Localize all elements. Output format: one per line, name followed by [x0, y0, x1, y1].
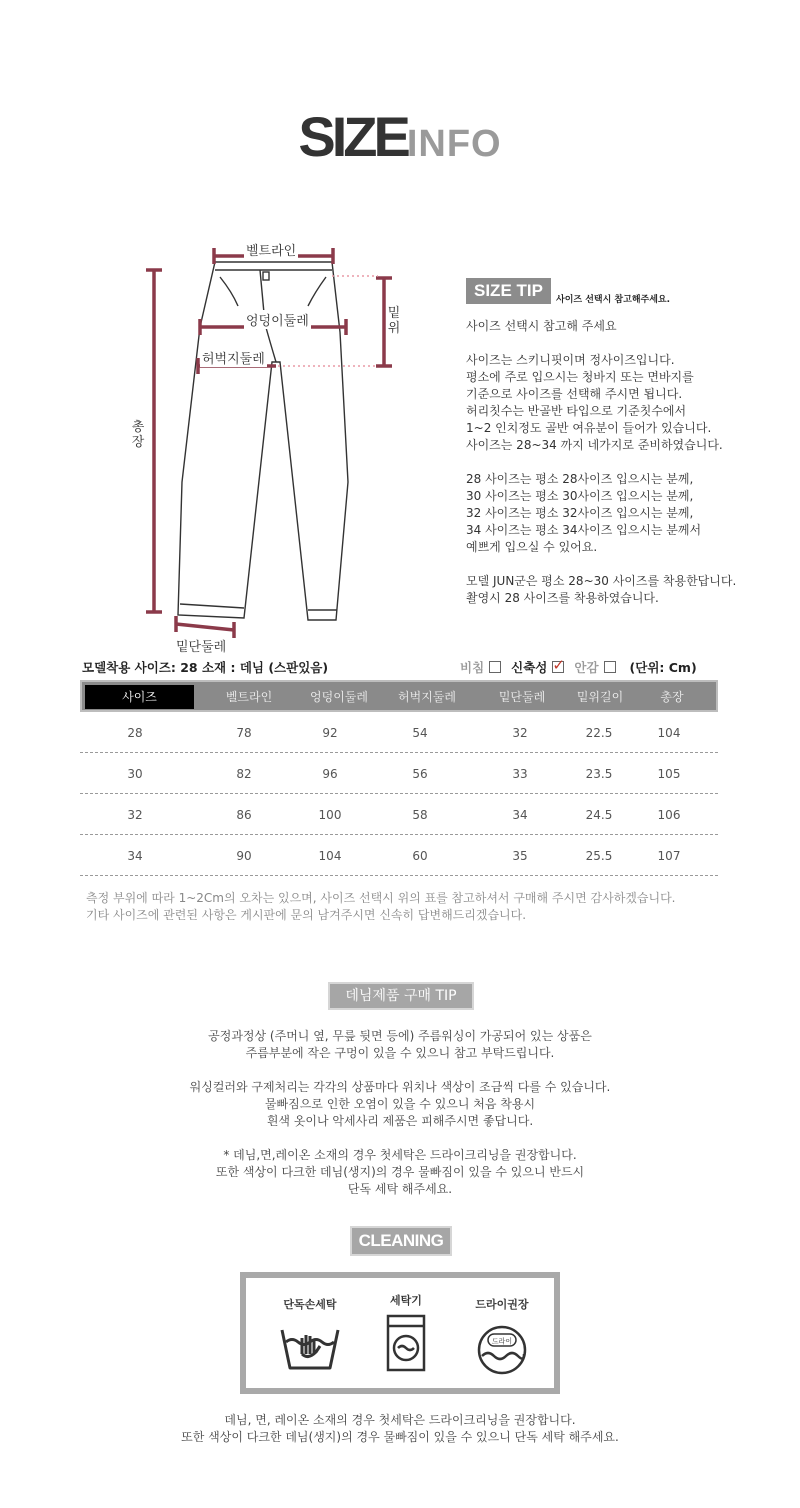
- cleaning-badge: CLEANING: [350, 1226, 452, 1256]
- hem-label: 밑단둘레: [176, 640, 227, 655]
- denim-line: 단독 세탁 해주세요.: [347, 1182, 453, 1196]
- checkbox-stretch: [552, 656, 565, 674]
- header-cell: 밑위길이: [576, 690, 624, 704]
- fabric-options: [460, 658, 697, 676]
- page-title: [0, 104, 800, 169]
- size-tip-badge: SIZE TIP: [466, 278, 551, 304]
- tip-paragraph: [466, 471, 786, 556]
- table-cell: 25.5: [585, 849, 613, 863]
- model-info: 모델착용 사이즈: 28 소재 : 데님 (스판있음): [82, 660, 329, 675]
- option-stretch: [511, 658, 564, 676]
- header-cell: 사이즈: [85, 685, 194, 709]
- size-tip-caption: 사이즈 선택시 참고해주세요.: [556, 295, 671, 305]
- denim-line: 또한 색상이 다크한 데님(생지)의 경우 물빠짐이 있을 수 있으니 반드시: [215, 1165, 585, 1179]
- washing-machine-icon: [356, 1312, 456, 1374]
- note-line: 측정 부위에 따라 1~2Cm의 오차는 있으며, 사이즈 선택시 위의 표를 참고하셔서 구매해 주시면 감사하겠습니다.: [86, 891, 676, 905]
- hip-label: 엉덩이둘레: [244, 310, 311, 329]
- care-washing-machine: [356, 1292, 456, 1308]
- tip-paragraph: [466, 573, 786, 607]
- denim-tip-badge: 데님제품 구매 TIP: [328, 982, 474, 1010]
- table-cell: 34: [127, 849, 143, 863]
- title-main: SIZE: [298, 105, 407, 168]
- footer-line: 데님, 면, 레이온 소재의 경우 첫세탁은 드라이크리닝을 권장합니다.: [224, 1413, 576, 1427]
- header-cell: 벨트라인: [225, 690, 273, 704]
- table-cell: 33: [512, 767, 528, 781]
- option-see-through: [460, 658, 501, 676]
- footer-line: 또한 색상이 다크한 데님(생지)의 경우 물빠짐이 있을 수 있으니 단독 세탁 해주세요.: [181, 1430, 619, 1444]
- table-cell: 60: [412, 849, 428, 863]
- dry-clean-icon-text: 드라이: [491, 1337, 513, 1346]
- measurement-note: [86, 890, 675, 924]
- pants-diagram: [120, 232, 420, 662]
- table-cell: 86: [236, 808, 252, 822]
- tip-line: 기준으로 사이즈를 선택해 주시면 됩니다.: [466, 387, 683, 401]
- tip-paragraph: [466, 352, 786, 454]
- denim-paragraph: [0, 1028, 800, 1062]
- size-table: [80, 680, 718, 876]
- tip-line: 예쁘게 입으실 수 있어요.: [466, 540, 598, 554]
- table-row: [80, 835, 718, 876]
- note-line: 기타 사이즈에 관련된 사항은 게시판에 문의 남겨주시면 신속히 답변해드리겠습니다.: [86, 908, 527, 922]
- title-sub: INFO: [406, 123, 502, 165]
- tip-line: 사이즈는 28~34 까지 네가지로 준비하였습니다.: [466, 438, 723, 452]
- care-label: 단독손세탁: [283, 1298, 337, 1311]
- table-cell: 24.5: [585, 808, 613, 822]
- tip-line: 모델 JUN군은 평소 28~30 사이즈를 착용한답니다.: [466, 574, 737, 588]
- option-label: 신축성: [511, 660, 548, 675]
- table-row: [80, 712, 718, 753]
- table-cell: 106: [657, 808, 681, 822]
- table-cell: 107: [657, 849, 681, 863]
- cleaning-footer: [0, 1412, 800, 1446]
- checkbox-see-through: [489, 661, 501, 673]
- checkbox-lining: [604, 661, 616, 673]
- care-box: [240, 1272, 560, 1394]
- care-label: 드라이권장: [475, 1298, 529, 1311]
- header-cell: 엉덩이둘레: [310, 690, 368, 704]
- header-cell: 총장: [660, 690, 684, 704]
- table-cell: 104: [318, 849, 342, 863]
- table-cell: 35: [512, 849, 528, 863]
- care-hand-wash: [260, 1296, 360, 1312]
- tip-line: 사이즈 선택시 참고해 주세요: [466, 319, 617, 333]
- table-cell: 100: [318, 808, 342, 822]
- denim-line: 물빠짐으로 인한 오염이 있을 수 있으니 처음 착용시: [264, 1097, 536, 1111]
- hand-wash-icon: [260, 1322, 360, 1378]
- belt-label: 벨트라인: [244, 240, 298, 259]
- table-cell: 96: [322, 767, 338, 781]
- tip-line: 허리칫수는 반골반 타입으로 기준칫수에서: [466, 404, 687, 418]
- header-cell: 밑단둘레: [498, 690, 546, 704]
- care-dry-clean: [452, 1296, 552, 1346]
- unit-label: (단위: Cm): [629, 660, 697, 675]
- table-cell: 105: [657, 767, 681, 781]
- table-header: [80, 680, 718, 712]
- denim-paragraph: [0, 1079, 800, 1130]
- tip-line: 28 사이즈는 평소 28사이즈 입으시는 분께,: [466, 472, 694, 486]
- denim-line: * 데님,면,레이온 소재의 경우 첫세탁은 드라이크리닝을 권장합니다.: [223, 1148, 577, 1162]
- option-lining: [574, 658, 615, 676]
- table-cell: 104: [657, 726, 681, 740]
- denim-tip-body: [0, 1028, 800, 1215]
- care-label: 세탁기: [390, 1294, 422, 1307]
- denim-line: 워싱컬러와 구제처리는 각각의 상품마다 위치나 색상이 조금씩 다를 수 있습니다.: [189, 1080, 611, 1094]
- tip-line: 34 사이즈는 평소 34사이즈 입으시는 분께서: [466, 523, 702, 537]
- table-cell: 23.5: [585, 767, 613, 781]
- dry-clean-icon: [452, 1322, 552, 1378]
- option-label: 안감: [574, 660, 599, 675]
- table-cell: 58: [412, 808, 428, 822]
- table-cell: 32: [127, 808, 143, 822]
- table-cell: 30: [127, 767, 143, 781]
- table-cell: 34: [512, 808, 528, 822]
- length-label: 총장: [131, 420, 145, 450]
- table-cell: 82: [236, 767, 252, 781]
- tip-line: 촬영시 28 사이즈를 착용하였습니다.: [466, 591, 659, 605]
- rise-label: 밑위: [387, 306, 401, 336]
- table-cell: 54: [412, 726, 428, 740]
- header-cell: 허벅지둘레: [398, 690, 456, 704]
- size-tip-body: [466, 318, 786, 624]
- denim-line: 흰색 옷이나 악세사리 제품은 피해주시면 좋답니다.: [266, 1114, 534, 1128]
- table-cell: 92: [322, 726, 338, 740]
- denim-paragraph: [0, 1147, 800, 1198]
- thigh-label: 허벅지둘레: [200, 348, 267, 367]
- tip-paragraph: [466, 318, 786, 335]
- pants-illustration: [120, 232, 420, 662]
- table-cell: 90: [236, 849, 252, 863]
- tip-line: 사이즈는 스키니핏이며 정사이즈입니다.: [466, 353, 675, 367]
- table-cell: 56: [412, 767, 428, 781]
- denim-line: 공정과정상 (주머니 옆, 무릎 뒷면 등에) 주름워싱이 가공되어 있는 상품은: [208, 1029, 592, 1043]
- tip-line: 평소에 주로 입으시는 청바지 또는 면바지를: [466, 370, 694, 384]
- table-cell: 78: [236, 726, 252, 740]
- table-cell: 32: [512, 726, 528, 740]
- table-row: [80, 794, 718, 835]
- table-row: [80, 753, 718, 794]
- tip-line: 1~2 인치정도 골반 여유분이 들어가 있습니다.: [466, 421, 712, 435]
- tip-line: 32 사이즈는 평소 32사이즈 입으시는 분께,: [466, 506, 694, 520]
- table-cell: 28: [127, 726, 143, 740]
- table-cell: 22.5: [585, 726, 613, 740]
- tip-line: 30 사이즈는 평소 30사이즈 입으시는 분께,: [466, 489, 694, 503]
- denim-line: 주름부분에 작은 구멍이 있을 수 있으니 참고 부탁드립니다.: [245, 1046, 555, 1060]
- option-label: 비침: [460, 660, 485, 675]
- check-icon: ✓: [552, 656, 565, 674]
